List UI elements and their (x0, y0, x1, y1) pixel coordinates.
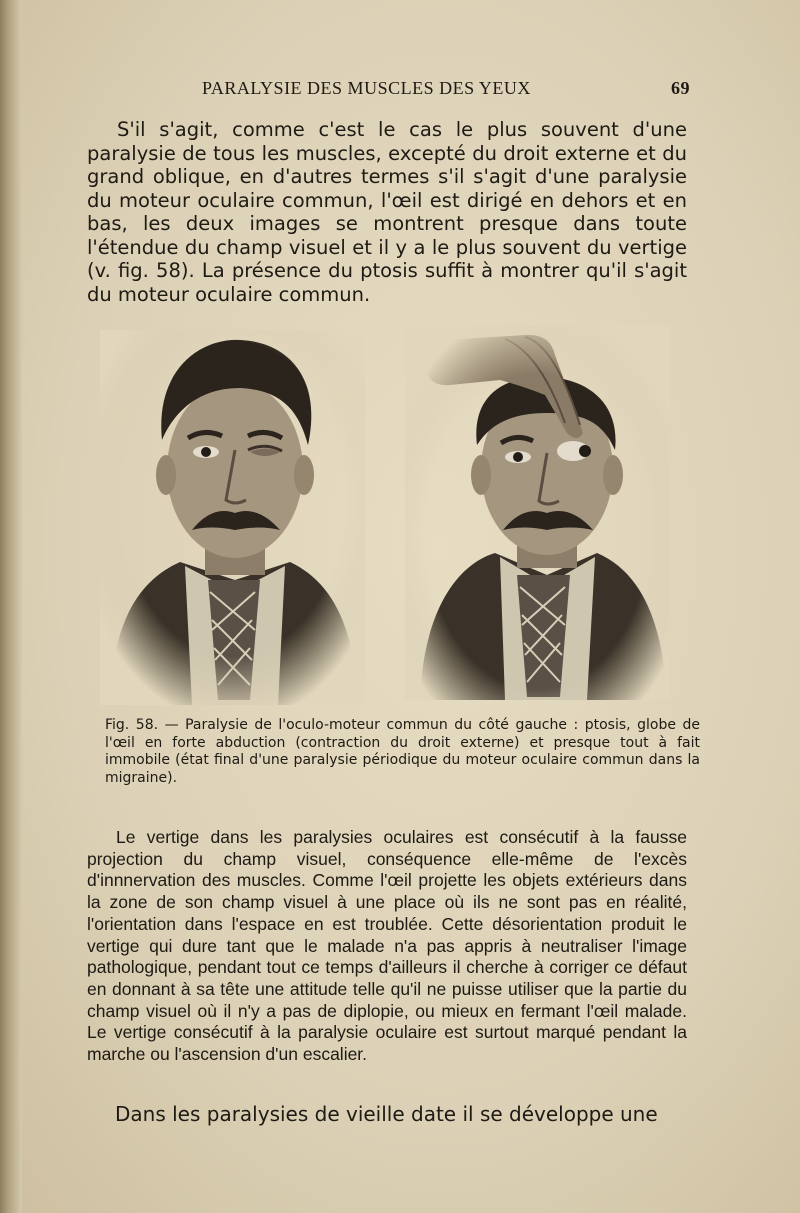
figure-58 (100, 325, 690, 710)
figure-caption: Fig. 58. — Paralysie de l'oculo-moteur commun du côté gauche : ptosis, globe de l'œil en forte abduction (contraction du droit externe) et presque tout à fait immobile (état final d'une paralysie périodique du moteur oculaire commun dans la migraine). (105, 717, 700, 786)
portrait-lid-raised (405, 325, 670, 700)
book-spine-shadow (0, 0, 22, 1213)
running-title: PARALYSIE DES MUSCLES DES YEUX (202, 78, 531, 98)
portrait-ptosis (100, 330, 365, 705)
page-number: 69 (671, 78, 690, 98)
paragraph-vertige: Le vertige dans les paralysies oculaires est consécutif à la fausse projection du champ visuel, conséquence elle-même de l'excès d'innnervation des muscles. Comme l'œil projette les objets extérieurs dans la zone de son champ visuel à une place où ils ne sont pas en réalité, l'orientation dans l'espace en est troublée. Cette désorientation produit le vertige qui dure tant que le malade n'a pas appris à neutraliser l'image pathologique, pendant tout ce temps d'ailleurs il cherche à corriger ce défaut en donnant à sa tête une attitude telle qu'il ne puisse utiliser que la partie du champ visuel où il n'y a pas de diplopie, ou mieux en fermant l'œil malade. Le vertige consécutif à la paralysie oculaire est surtout marqué pendant la marche ou l'ascension d'un escalier. (87, 827, 687, 1065)
running-head (190, 78, 690, 106)
paragraph-vieille-date: Dans les paralysies de vieille date il se développe une (115, 1102, 658, 1126)
paragraph-ptosis: S'il s'agit, comme c'est le cas le plus souvent d'une paralysie de tous les muscles, excepté du droit externe et du grand oblique, en d'autres termes s'il s'agit d'une paralysie du moteur oculaire commun, l'œil est dirigé en dehors et en bas, les deux images se montrent presque dans toute l'étendue du champ visuel et il y a le plus souvent du vertige (v. fig. 58). La présence du ptosis suffit à montrer qu'il s'agit du moteur oculaire commun. (87, 118, 687, 306)
